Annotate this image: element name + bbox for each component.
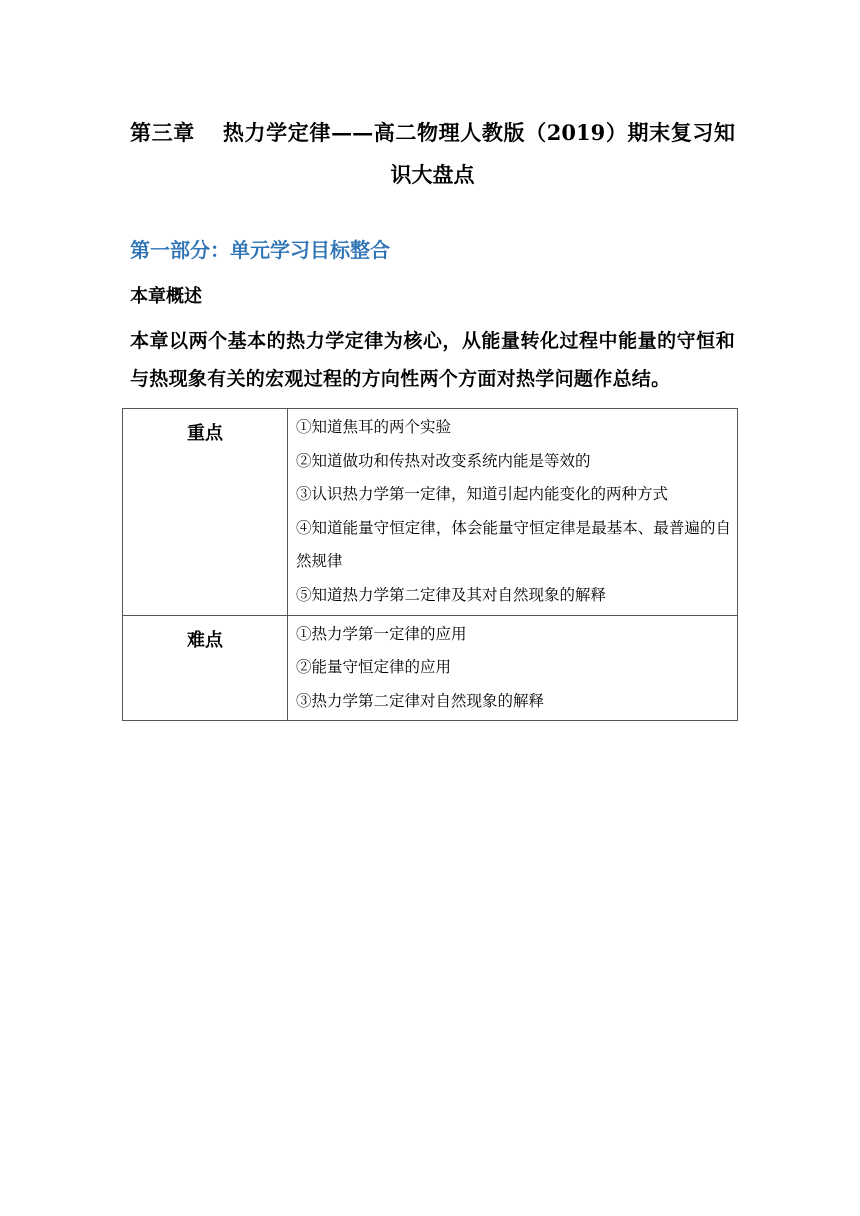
title-main-line2: 识大盘点 (390, 162, 475, 187)
key-points-list (288, 409, 738, 616)
title-main-line1: 热力学定律——高二物理人教版（2019）期末复习知 (222, 120, 736, 145)
objectives-table (122, 408, 738, 721)
list-item: ③热力学第二定律对自然现象的解释 (296, 691, 545, 710)
list-item: ③认识热力学第一定律，知道引起内能变化的两种方式 (296, 485, 669, 504)
chapter-label: 第三章 (130, 120, 195, 145)
list-item: ②能量守恒定律的应用 (296, 658, 452, 677)
list-item: ①热力学第一定律的应用 (296, 624, 467, 643)
table-row-key-points (123, 409, 738, 616)
difficult-points-list (288, 615, 738, 721)
difficult-points-label: 难点 (123, 615, 288, 721)
key-points-label: 重点 (123, 409, 288, 616)
page-title (130, 112, 735, 196)
list-item: ⑤知道热力学第二定律及其对自然现象的解释 (296, 585, 607, 604)
list-item: ②知道做功和传热对改变系统内能是等效的 (296, 451, 591, 470)
table-row-difficult-points (123, 615, 738, 721)
list-item: ①知道焦耳的两个实验 (296, 418, 452, 436)
section-heading: 第一部分：单元学习目标整合 (130, 238, 390, 262)
overview-label: 本章概述 (130, 286, 202, 307)
overview-text: 本章以两个基本的热力学定律为核心，从能量转化过程中能量的守恒和与热现象有关的宏观过程的方向性两个方面对热学问题作总结。 (130, 330, 735, 390)
list-item: ④知道能量守恒定律，体会能量守恒定律是最基本、最普遍的自然规律 (296, 518, 731, 571)
